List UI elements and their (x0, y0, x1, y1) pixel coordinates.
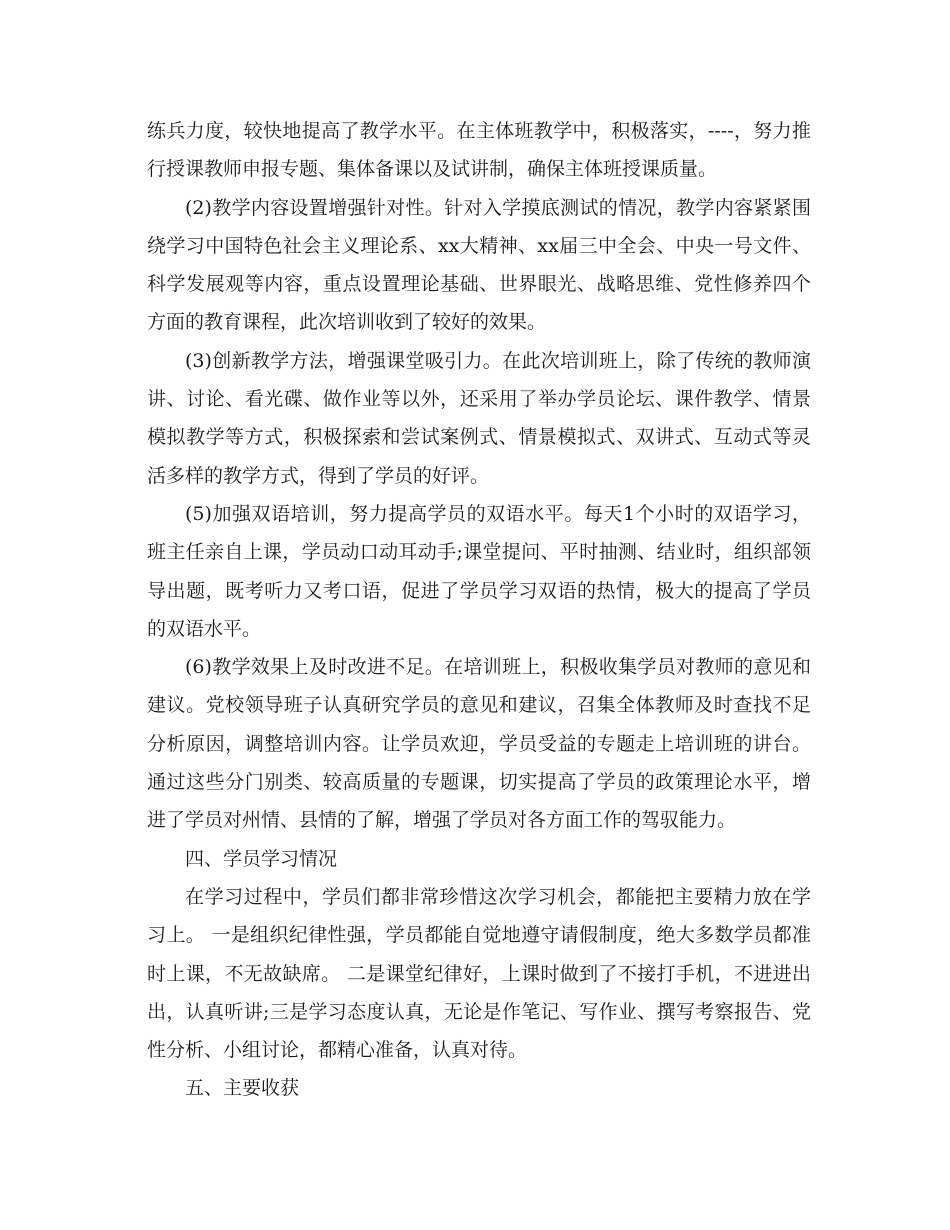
paragraph-item-2: (2)教学内容设置增强针对性。针对入学摸底测试的情况，教学内容紧紧围绕学习中国特色社会主义理论系、xx大精神、xx届三中全会、中央一号文件、科学发展观等内容，重点设置理论基础、世界眼光、战略思维、党性修养四个方面的教育课程，此次培训收到了较好的效果。 (147, 196, 811, 334)
paragraph-study-situation: 在学习过程中，学员们都非常珍惜这次学习机会，都能把主要精力放在学习上。 一是组织纪律性强，学员都能自觉地遵守请假制度，绝大多数学员都准时上课，不无故缺席。 二是课堂纪律好，上课时做到了不接打手机，不进进出出，认真听讲;三是学习态度认真，无论是作笔记、写作业、撰写考察报告、党性分析、小组讨论，都精心准备，认真对待。 (147, 885, 811, 1062)
paragraph-item-5: (5)加强双语培训，努力提高学员的双语水平。每天1个小时的双语学习，班主任亲自上课，学员动口动耳动手;课堂提问、平时抽测、结业时，组织部领导出题，既考听力又考口语，促进了学员学习双语的热情，极大的提高了学员的双语水平。 (147, 502, 811, 640)
paragraph-continuation: 练兵力度，较快地提高了教学水平。在主体班教学中，积极落实，----，努力推行授课教师申报专题、集体备课以及试讲制，确保主体班授课质量。 (147, 120, 811, 181)
paragraph-item-3: (3)创新教学方法，增强课堂吸引力。在此次培训班上，除了传统的教师演讲、讨论、看光碟、做作业等以外，还采用了举办学员论坛、课件教学、情景模拟教学等方式，积极探索和尝试案例式、情景模拟式、双讲式、互动式等灵活多样的教学方式，得到了学员的好评。 (147, 349, 811, 487)
section-heading-4: 四、学员学习情况 (185, 847, 338, 870)
document-body (147, 112, 811, 1108)
paragraph-item-6: (6)教学效果上及时改进不足。在培训班上，积极收集学员对教师的意见和建议。党校领导班子认真研究学员的意见和建议，召集全体教师及时查找不足分析原因，调整培训内容。让学员欢迎，学员受益的专题走上培训班的讲台。通过这些分门别类、较高质量的专题课，切实提高了学员的政策理论水平，增进了学员对州情、县情的了解，增强了学员对各方面工作的驾驭能力。 (147, 656, 811, 832)
section-heading-5: 五、主要收获 (185, 1077, 300, 1100)
